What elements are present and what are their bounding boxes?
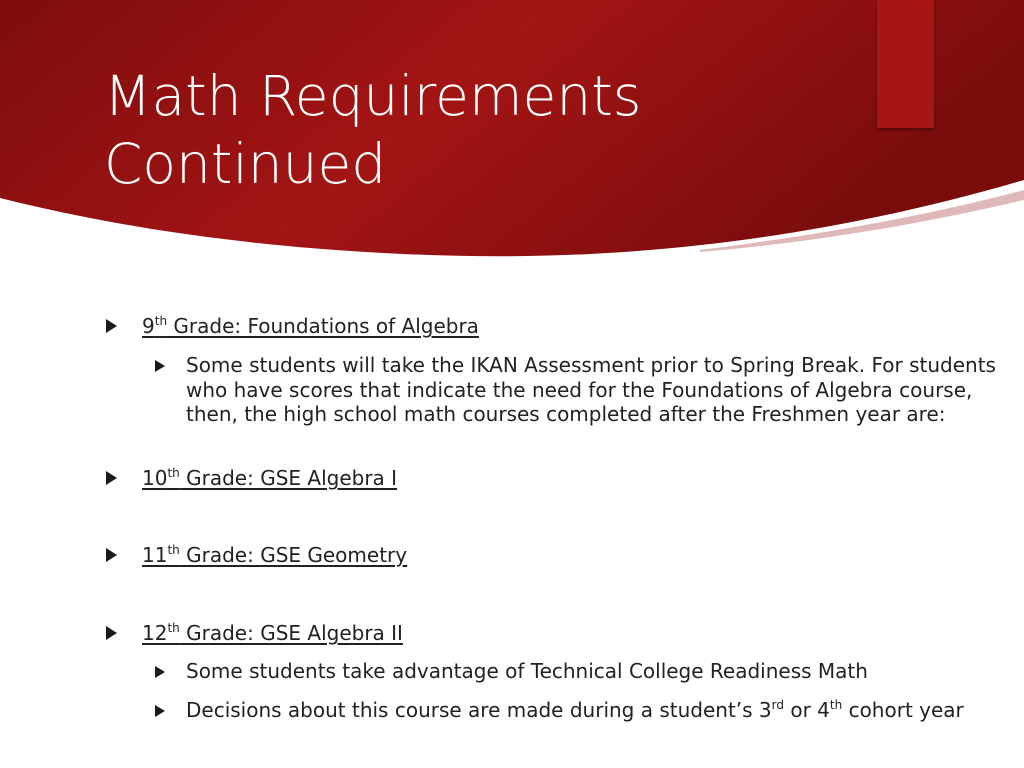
grade9-note: Some students will take the IKAN Assessment prior to Spring Break. For students who have scores that indicate the need for the Foundations of Algebra course, then, the high school math courses completed after the Freshmen year are: xyxy=(186,353,996,426)
bullet-arrow-icon xyxy=(106,471,117,485)
grade12-num: 12 xyxy=(142,621,168,645)
grade12-note-2-mid: or 4 xyxy=(784,698,830,722)
grade12-note-1: Some students take advantage of Technical College Readiness Math xyxy=(186,659,868,683)
grade9-text: Grade: Foundations of Algebra xyxy=(167,314,479,338)
grade12-note-2 xyxy=(186,698,996,723)
grade9-sup: th xyxy=(154,314,168,328)
sub-bullet-arrow-icon xyxy=(155,666,165,678)
grade12-text: Grade: GSE Algebra II xyxy=(179,621,403,645)
grade10-sup: th xyxy=(167,466,180,480)
grade12-note-2-pre: Decisions about this course are made during a student’s 3 xyxy=(186,698,772,722)
bullet-arrow-icon xyxy=(106,319,117,333)
title-line-1: Math Requirements xyxy=(104,64,642,128)
bullet-arrow-icon xyxy=(106,626,117,640)
grade10-heading xyxy=(142,465,397,491)
grade10-text: Grade: GSE Algebra I xyxy=(179,466,398,490)
grade12-sup: th xyxy=(167,621,180,635)
sub-bullet-arrow-icon xyxy=(155,705,165,717)
grade12-note-2-sup1: rd xyxy=(771,698,784,712)
grade10-num: 10 xyxy=(142,466,168,490)
title-line-2: Continued xyxy=(104,132,387,196)
grade9-num: 9 xyxy=(142,314,155,338)
grade9-heading xyxy=(142,313,479,339)
grade11-num: 11 xyxy=(142,543,168,567)
grade12-heading xyxy=(142,620,403,646)
grade11-text: Grade: GSE Geometry xyxy=(179,543,408,567)
sub-bullet-arrow-icon xyxy=(155,360,165,372)
bullet-arrow-icon xyxy=(106,548,117,562)
grade12-note-2-sup2: th xyxy=(829,698,843,712)
grade12-note-2-post: cohort year xyxy=(842,698,964,722)
grade11-sup: th xyxy=(167,543,180,557)
grade11-heading xyxy=(142,542,407,568)
